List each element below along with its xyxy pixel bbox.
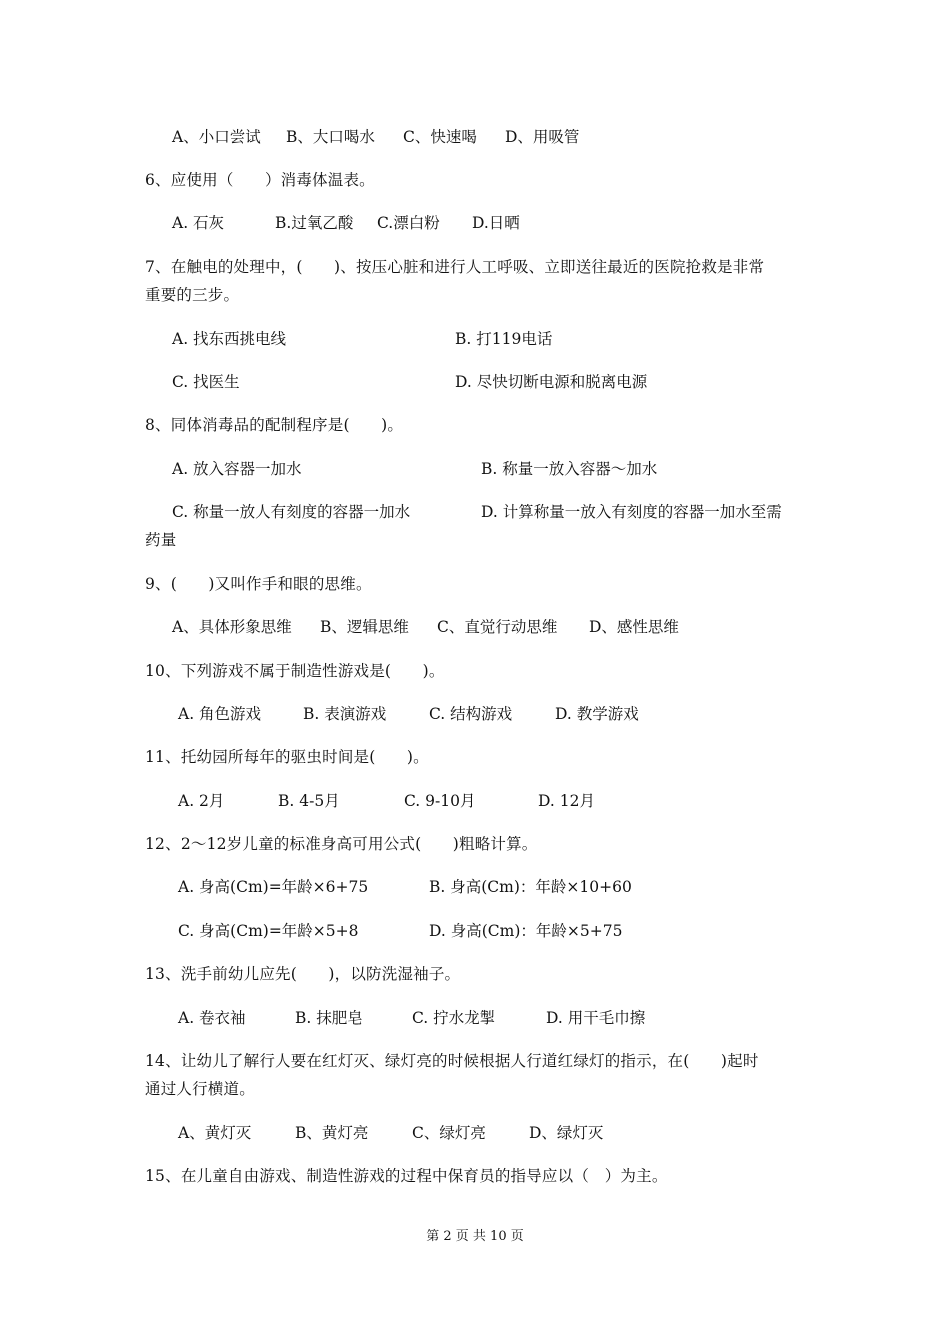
- q9-option-d: D、感性思维: [589, 618, 679, 636]
- q7-option-d: D. 尽快切断电源和脱离电源: [455, 373, 648, 391]
- q5-option-a: A、小口尝试: [172, 128, 261, 146]
- q6-option-d: D.日晒: [472, 214, 520, 232]
- q14-option-d: D、绿灯灭: [529, 1124, 604, 1142]
- q8-option-a: A. 放入容器一加水: [172, 460, 302, 478]
- q10-option-d: D. 教学游戏: [555, 705, 639, 723]
- q11-option-b: B. 4-5月: [278, 792, 340, 810]
- q14-stem-line1: 14、让幼儿了解行人要在红灯灭、绿灯亮的时候根据人行道红绿灯的指示，在( )起时: [145, 1052, 759, 1070]
- q14-stem-line2: 通过人行横道。: [145, 1080, 255, 1098]
- q13-stem: 13、洗手前幼儿应先( )，以防洗湿袖子。: [145, 965, 461, 983]
- q7-option-b: B. 打119电话: [455, 330, 553, 348]
- q12-option-c: C. 身高(Cm)=年龄×5+8: [178, 922, 359, 940]
- q7-option-c: C. 找医生: [172, 373, 240, 391]
- q14-option-c: C、绿灯亮: [412, 1124, 486, 1142]
- q9-option-c: C、直觉行动思维: [437, 618, 558, 636]
- q9-stem: 9、( )又叫作手和眼的思维。: [145, 575, 372, 593]
- q8-option-b: B. 称量一放入容器～加水: [481, 460, 658, 478]
- q13-option-a: A. 卷衣袖: [178, 1009, 246, 1027]
- q8-option-d: D. 计算称量一放入有刻度的容器一加水至需: [481, 503, 782, 521]
- q14-option-a: A、黄灯灭: [178, 1124, 252, 1142]
- q13-option-d: D. 用干毛巾擦: [546, 1009, 646, 1027]
- q15-stem: 15、在儿童自由游戏、制造性游戏的过程中保育员的指导应以（ ）为主。: [145, 1167, 668, 1185]
- q7-option-a: A. 找东西挑电线: [172, 330, 287, 348]
- q6-option-b: B.过氧乙酸: [275, 214, 354, 232]
- q7-stem-line1: 7、在触电的处理中，( )、按压心脏和进行人工呼吸、立即送往最近的医院抢救是非常: [145, 258, 765, 276]
- q10-option-b: B. 表演游戏: [303, 705, 387, 723]
- q5-option-d: D、用吸管: [505, 128, 580, 146]
- q10-stem: 10、下列游戏不属于制造性游戏是( )。: [145, 662, 445, 680]
- q8-stem: 8、同体消毒品的配制程序是( )。: [145, 416, 404, 434]
- q12-option-b: B. 身高(Cm)：年龄×10+60: [429, 878, 632, 896]
- q6-option-a: A. 石灰: [172, 214, 225, 232]
- q7-stem-line2: 重要的三步。: [145, 286, 240, 304]
- q11-option-a: A. 2月: [178, 792, 225, 810]
- q6-stem: 6、应使用（ ）消毒体温表。: [145, 171, 375, 189]
- q12-stem: 12、2～12岁儿童的标准身高可用公式( )粗略计算。: [145, 835, 538, 853]
- q5-option-c: C、快速喝: [403, 128, 477, 146]
- q6-option-c: C.漂白粉: [377, 214, 440, 232]
- q11-option-d: D. 12月: [538, 792, 595, 810]
- q5-option-b: B、大口喝水: [286, 128, 375, 146]
- q14-option-b: B、黄灯亮: [295, 1124, 369, 1142]
- q11-stem: 11、托幼园所每年的驱虫时间是( )。: [145, 748, 429, 766]
- q10-option-c: C. 结构游戏: [429, 705, 513, 723]
- page-footer: 第 2 页 共 10 页: [426, 1229, 524, 1244]
- q8-option-d-continued: 药量: [145, 531, 177, 549]
- q13-option-b: B. 抹肥皂: [295, 1009, 363, 1027]
- q12-option-a: A. 身高(Cm)=年龄×6+75: [178, 878, 369, 896]
- q11-option-c: C. 9-10月: [404, 792, 476, 810]
- q8-option-c: C. 称量一放人有刻度的容器一加水: [172, 503, 411, 521]
- q9-option-a: A、具体形象思维: [172, 618, 292, 636]
- q13-option-c: C. 拧水龙掣: [412, 1009, 496, 1027]
- q9-option-b: B、逻辑思维: [320, 618, 409, 636]
- q12-option-d: D. 身高(Cm)：年龄×5+75: [429, 922, 623, 940]
- q10-option-a: A. 角色游戏: [178, 705, 262, 723]
